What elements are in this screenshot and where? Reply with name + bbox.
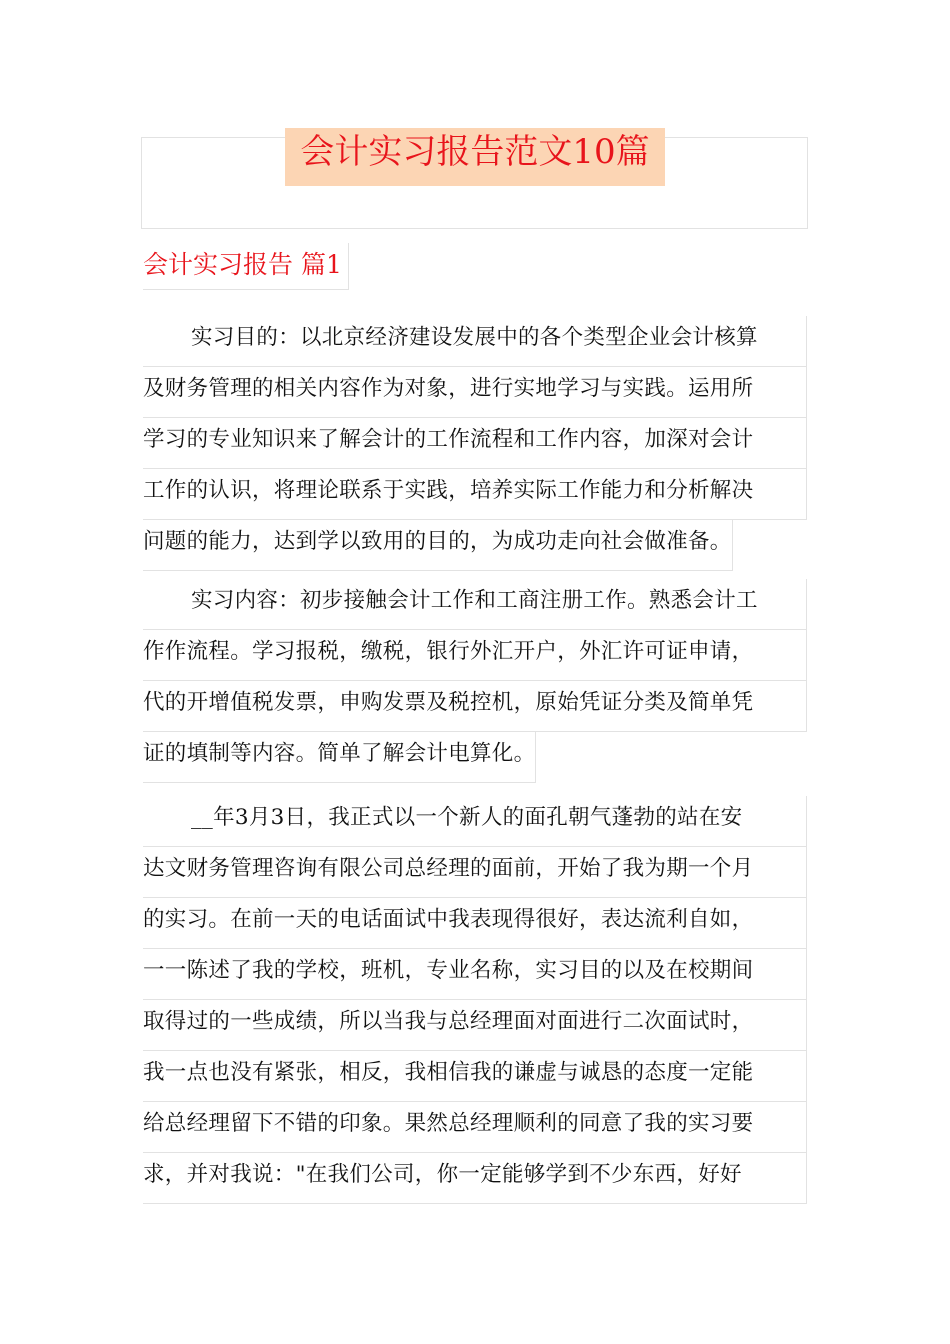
paragraph-line: __年3月3日，我正式以一个新人的面孔朝气蓬勃的站在安	[143, 796, 807, 847]
paragraph-line: 达文财务管理咨询有限公司总经理的面前，开始了我为期一个月	[143, 847, 807, 898]
paragraph-objective	[143, 316, 807, 571]
paragraph-narrative	[143, 796, 807, 1204]
document-title: 会计实习报告范文10篇	[285, 128, 665, 186]
paragraph-line: 求，并对我说："在我们公司，你一定能够学到不少东西，好好	[143, 1153, 807, 1204]
paragraph-line: 学习的专业知识来了解会计的工作流程和工作内容，加深对会计	[143, 418, 807, 469]
paragraph-line: 工作的认识，将理论联系于实践，培养实际工作能力和分析解决	[143, 469, 807, 520]
section-heading: 会计实习报告 篇1	[143, 243, 349, 290]
paragraph-line: 的实习。在前一天的电话面试中我表现得很好，表达流利自如，	[143, 898, 807, 949]
paragraph-line: 代的开增值税发票，申购发票及税控机，原始凭证分类及简单凭	[143, 681, 807, 732]
paragraph-line: 及财务管理的相关内容作为对象，进行实地学习与实践。运用所	[143, 367, 807, 418]
paragraph-line: 实习内容：初步接触会计工作和工商注册工作。熟悉会计工	[143, 579, 807, 630]
paragraph-line: 取得过的一些成绩，所以当我与总经理面对面进行二次面试时，	[143, 1000, 807, 1051]
paragraph-line: 证的填制等内容。简单了解会计电算化。	[143, 732, 536, 783]
paragraph-content	[143, 579, 807, 783]
paragraph-line: 我一点也没有紧张，相反，我相信我的谦虚与诚恳的态度一定能	[143, 1051, 807, 1102]
paragraph-line: 问题的能力，达到学以致用的目的，为成功走向社会做准备。	[143, 520, 733, 571]
paragraph-line: 作作流程。学习报税，缴税，银行外汇开户，外汇许可证申请，	[143, 630, 807, 681]
paragraph-line: 实习目的：以北京经济建设发展中的各个类型企业会计核算	[143, 316, 807, 367]
paragraph-line: 一一陈述了我的学校，班机，专业名称，实习目的以及在校期间	[143, 949, 807, 1000]
paragraph-line: 给总经理留下不错的印象。果然总经理顺利的同意了我的实习要	[143, 1102, 807, 1153]
